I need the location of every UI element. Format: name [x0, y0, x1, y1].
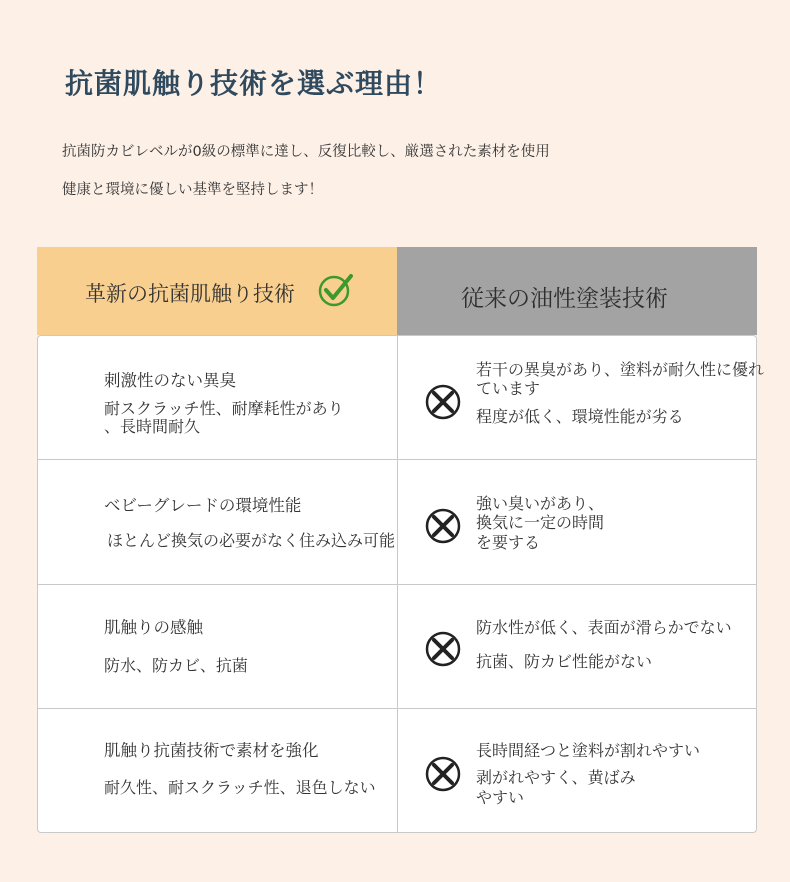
cross-circle-icon — [425, 508, 461, 544]
left-cell-text: 耐久性、耐スクラッチ性、退色しない — [104, 778, 376, 797]
left-cell-text: 防水、防カビ、抗菌 — [104, 656, 248, 675]
left-header — [37, 247, 397, 335]
cross-circle-icon — [425, 631, 461, 667]
right-cell-text: 剥がれやすく、黄ばみ — [476, 768, 636, 787]
right-header-label: 従来の油性塗装技術 — [461, 286, 668, 312]
right-cell-text: 強い臭いがあり、 — [476, 494, 605, 513]
left-cell-text: 耐スクラッチ性、耐摩耗性があり — [104, 399, 344, 418]
description-line-2: 健康と環境に優しい基準を堅持します！ — [62, 182, 323, 198]
row-divider — [37, 459, 757, 460]
right-cell-text: 長時間経つと塗料が割れやすい — [476, 741, 701, 760]
cross-circle-icon — [425, 756, 461, 792]
left-cell-text: 肌触りの感触 — [104, 618, 203, 637]
right-cell-text: 換気に一定の時間 — [476, 513, 605, 532]
right-cell-text: ています — [476, 379, 541, 398]
right-cell-text: を要する — [476, 533, 541, 552]
left-cell-text: 、長時間耐久 — [104, 417, 201, 436]
comparison-table — [37, 247, 765, 833]
left-header-label: 革新の抗菌肌触り技術 — [85, 282, 295, 306]
row-divider — [37, 708, 757, 709]
right-cell-text: 防水性が低く、表面が滑らかでない — [476, 618, 732, 637]
left-cell-text: 肌触り抗菌技術で素材を強化 — [104, 741, 319, 760]
check-icon — [317, 271, 355, 307]
description-line-1: 抗菌防カビレベルが0級の標準に達し、反復比較し、厳選された素材を使用 — [62, 144, 550, 160]
right-cell-text: 程度が低く、環境性能が劣る — [476, 407, 684, 426]
right-cell-text: 抗菌、防カビ性能がない — [476, 652, 653, 671]
page-title: 抗菌肌触り技術を選ぶ理由！ — [65, 67, 443, 100]
row-divider — [37, 584, 757, 585]
cross-circle-icon — [425, 384, 461, 420]
right-cell-text: 若干の異臭があり、塗料が耐久性に優れ — [476, 360, 765, 379]
right-cell-text: やすい — [476, 788, 525, 807]
left-cell-text: ベビーグレードの環境性能 — [104, 496, 302, 515]
left-cell-text: ほとんど換気の必要がなく住み込み可能 — [107, 531, 396, 550]
left-cell-text: 刺激性のない異臭 — [104, 371, 236, 390]
